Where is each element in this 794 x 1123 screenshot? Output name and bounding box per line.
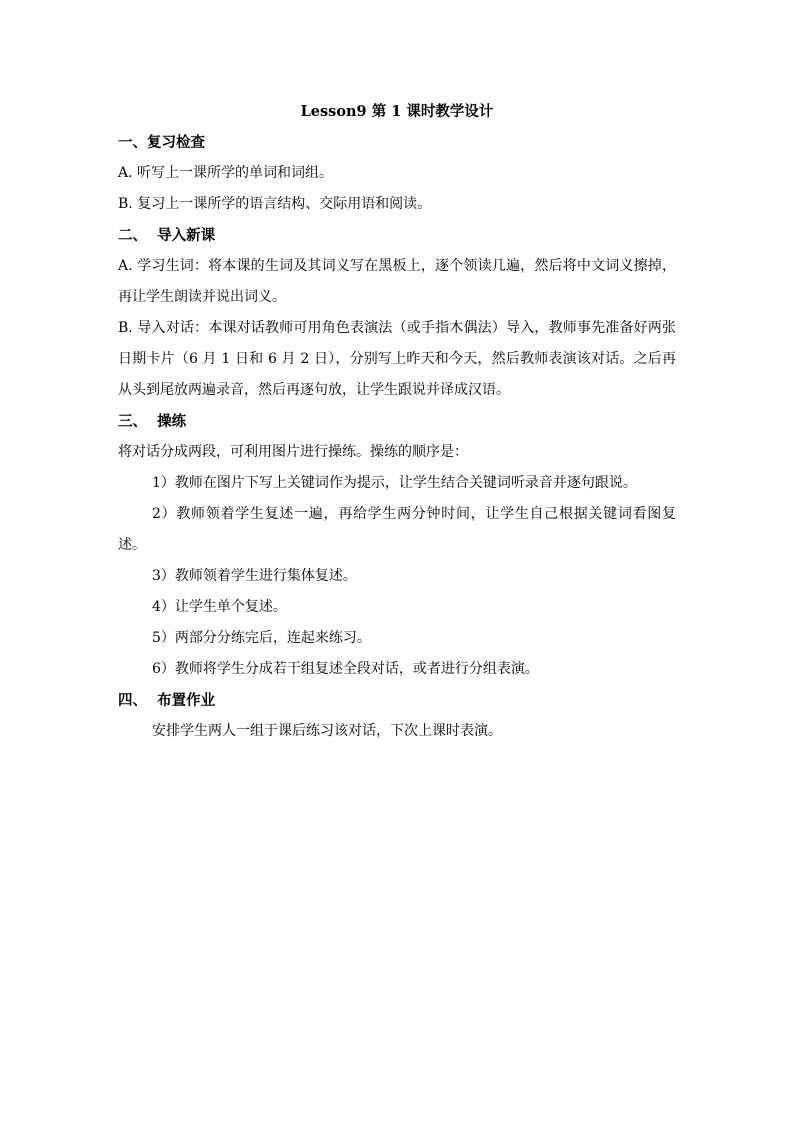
section-heading-new-lesson: 二、 导入新课 [118, 227, 216, 244]
section-heading-homework: 四、 布置作业 [118, 692, 216, 709]
document-title: Lesson9 第 1 课时教学设计 [300, 103, 494, 120]
list-item: 5）两部分分练完后，连起来练习。 [152, 630, 371, 646]
list-item: 2）教师领着学生复述一遍，再给学生两分钟时间，让学生自己根据关键词看图复述。 [118, 506, 676, 553]
paragraph: B. 复习上一课所学的语言结构、交际用语和阅读。 [118, 196, 432, 212]
section-heading-review: 一、复习检查 [118, 134, 205, 151]
paragraph: 将对话分成两段，可利用图片进行操练。操练的顺序是： [118, 444, 468, 460]
paragraph: A. 学习生词：将本课的生词及其词义写在黑板上，逐个领读几遍，然后将中文词义擦掉，再让学生朗读并说出词义。 [118, 258, 676, 305]
section-heading-practice: 三、 操练 [118, 413, 187, 430]
paragraph: B. 导入对话：本课对话教师可用角色表演法（或手指木偶法）导入，教师事先准备好两张日期卡片（6 月 1 日和 6 月 2 日），分别写上昨天和今天，然后教师表演该对话。之后再从头到尾放两遍录音，然后再逐句放，让学生跟说并译成汉语。 [118, 320, 676, 398]
paragraph: A. 听写上一课所学的单词和词组。 [118, 165, 334, 181]
list-item: 6）教师将学生分成若干组复述全段对话，或者进行分组表演。 [152, 661, 539, 677]
list-item: 4）让学生单个复述。 [152, 599, 287, 615]
document-page [118, 96, 676, 747]
list-item: 3）教师领着学生进行集体复述。 [152, 568, 357, 584]
list-item: 1）教师在图片下写上关键词作为提示，让学生结合关键词听录音并逐句跟说。 [152, 475, 637, 491]
paragraph: 安排学生两人一组于课后练习该对话，下次上课时表演。 [152, 723, 502, 739]
